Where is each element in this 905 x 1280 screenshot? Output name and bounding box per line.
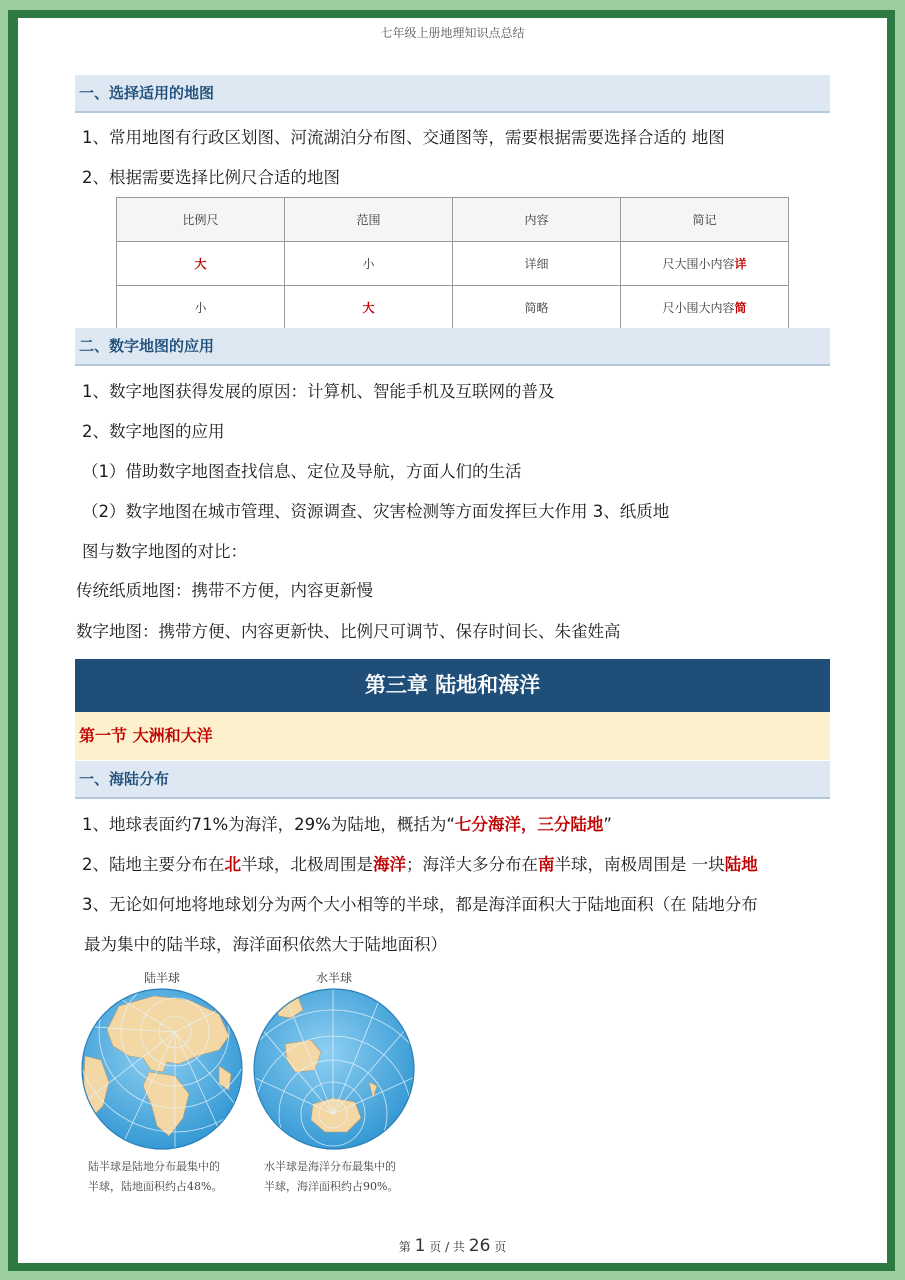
table-cell [285,286,453,330]
table-header-cell: 范围 [285,198,453,242]
table-cell [621,242,789,286]
section-heading-land-sea: 一、海陆分布 [75,761,830,799]
table-cell: 小 [285,242,453,286]
footer-text: 页 [494,1240,507,1254]
paragraph-hemispheres-cont: 最为集中的陆半球，海洋面积依然大于陆地面积） [84,935,447,954]
highlight-text: 南 [538,855,555,874]
land-hemisphere-title: 陆半球 [143,971,180,985]
paragraph-hemispheres: 3、无论如何地将地球划分为两个大小相等的半球，都是海洋面积大于陆地面积（在 陆地分布 [82,895,758,914]
caption-line: 水半球是海洋分布最集中的 [264,1160,396,1173]
table-cell: 简略 [453,286,621,330]
table-cell [117,242,285,286]
water-hemisphere-globe [251,986,417,1152]
text-fragment: 1、地球表面约71%为海洋，29%为陆地，概括为“ [82,815,455,834]
paragraph-usage-2: （2）数字地图在城市管理、资源调查、灾害检测等方面发挥巨大作用 3、纸质地 [82,502,670,521]
cell-range-large: 大 [362,301,375,315]
water-hemisphere-title: 水半球 [315,971,352,985]
paragraph-land-distribution [82,851,758,875]
chapter-title-bar: 第三章 陆地和海洋 [75,659,830,712]
mnemonic-text: 尺小围大内容 [662,301,735,315]
mnemonic-highlight: 详 [734,257,747,271]
paragraph-digital-usage: 2、数字地图的应用 [82,422,225,441]
highlight-text: 海洋 [373,855,406,874]
highlight-text: 陆地 [724,855,758,874]
paragraph-land-sea-ratio [82,811,612,835]
water-hemisphere-caption [264,1157,398,1197]
paragraph-digital-map-features: 数字地图：携带方便、内容更新快、比例尺可调节、保存时间长、朱雀姓高 [76,622,621,641]
paragraph-comparison: 图与数字地图的对比： [82,542,247,561]
text-fragment: 2、陆地主要分布在 [82,855,225,874]
page-footer [18,1236,887,1256]
mnemonic-text: 尺大围小内容 [662,257,735,271]
text-fragment: 半球，南极周围是 一块 [554,855,725,874]
caption-line: 半球，陆地面积约占48%。 [88,1180,223,1193]
table-header-cell: 内容 [453,198,621,242]
highlight-text: 北 [224,855,241,874]
table-cell: 详细 [453,242,621,286]
cell-scale-large: 大 [194,257,207,271]
subsection-title-bar: 第一节 大洲和大洋 [75,712,830,760]
caption-line: 半球，海洋面积约占90%。 [264,1180,399,1193]
document-page [18,18,887,1263]
paragraph-digital-reason: 1、数字地图获得发展的原因：计算机、智能手机及互联网的普及 [82,382,555,401]
text-fragment: 半球，北极周围是 [241,855,373,874]
table-row [117,286,789,330]
table-cell [621,286,789,330]
table-row [117,242,789,286]
current-page-number: 1 [414,1236,426,1256]
total-page-count: 26 [468,1236,491,1256]
table-cell: 小 [117,286,285,330]
scale-comparison-table [116,197,789,330]
footer-text: 页 / 共 [429,1240,465,1254]
section-heading-choose-map: 一、选择适用的地图 [75,75,830,113]
text-fragment: ；海洋大多分布在 [406,855,538,874]
paragraph-usage-1: （1）借助数字地图查找信息、定位及导航，方面人们的生活 [82,462,522,481]
paragraph-common-maps: 1、常用地图有行政区划图、河流湖泊分布图、交通图等，需要根据需要选择合适的 地图 [82,128,725,147]
section-heading-digital-map: 二、数字地图的应用 [75,328,830,366]
land-hemisphere-globe [79,986,245,1152]
table-header-row [117,198,789,242]
caption-line: 陆半球是陆地分布最集中的 [88,1160,220,1173]
highlight-text: 七分海洋，三分陆地 [454,815,604,834]
paragraph-choose-scale: 2、根据需要选择比例尺合适的地图 [82,168,340,187]
mnemonic-highlight: 简 [734,301,747,315]
paragraph-paper-map: 传统纸质地图：携带不方便，内容更新慢 [76,581,373,600]
table-header-cell: 简记 [621,198,789,242]
running-header: 七年级上册地理知识点总结 [380,26,525,40]
footer-text: 第 [398,1240,411,1254]
table-header-cell: 比例尺 [117,198,285,242]
text-fragment: ” [603,815,612,834]
land-hemisphere-caption [88,1157,222,1197]
